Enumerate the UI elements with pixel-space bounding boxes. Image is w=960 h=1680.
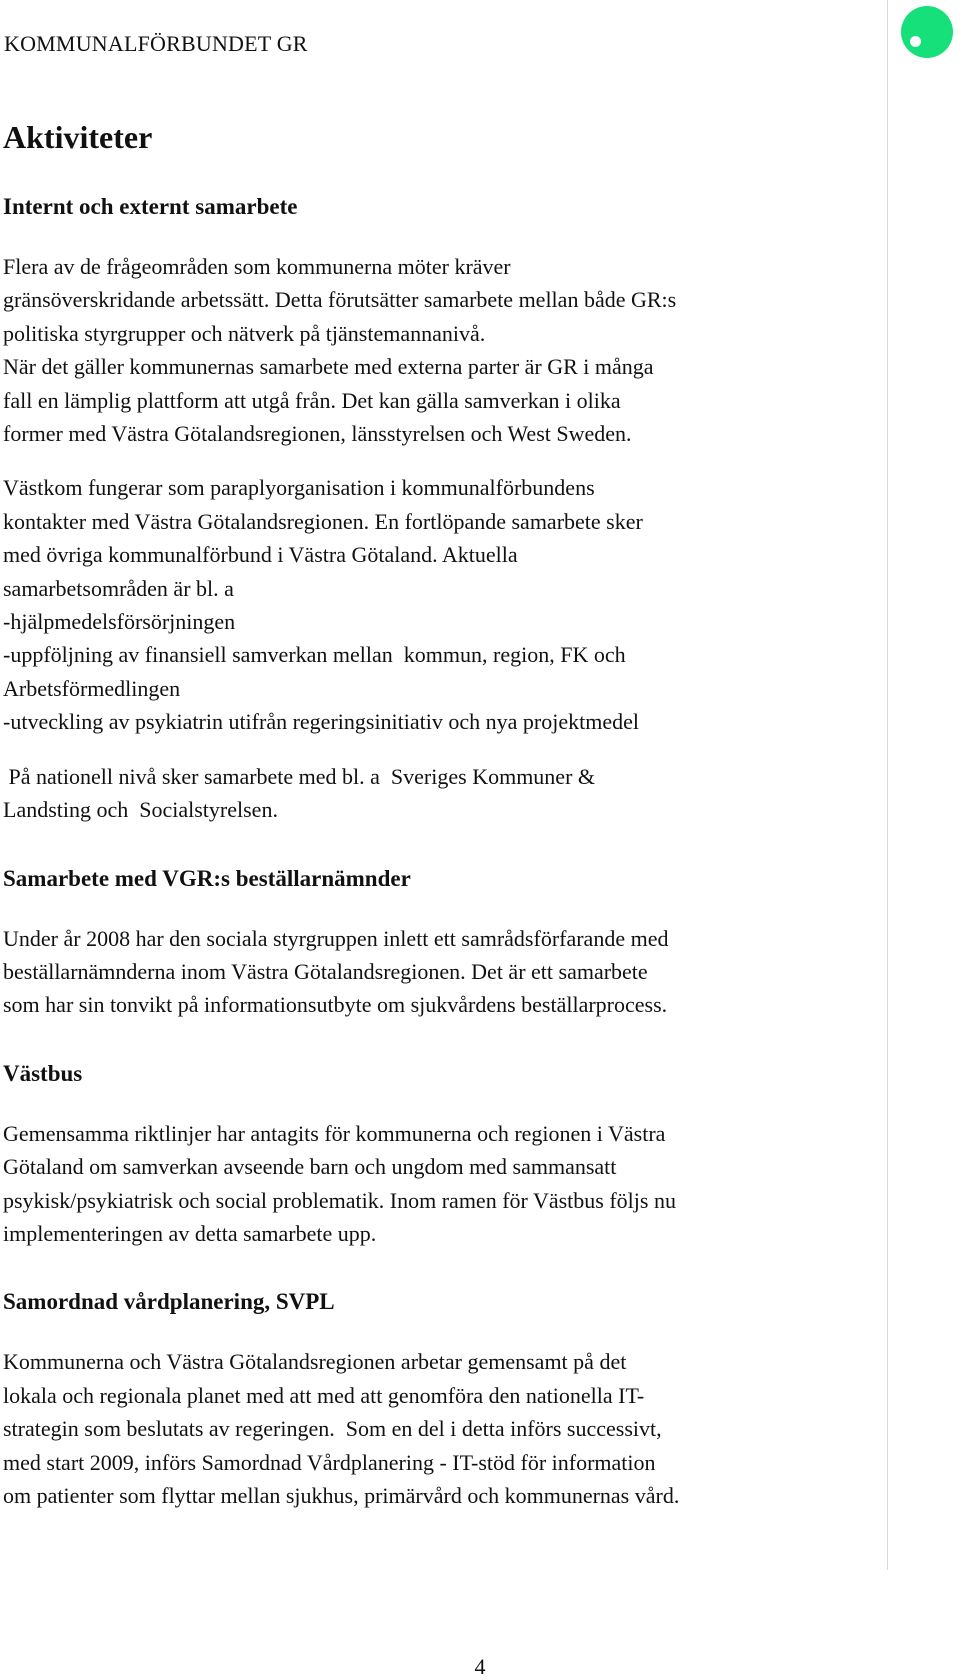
text-line: På nationell nivå sker samarbete med bl. a Sveriges Kommuner &: [3, 763, 596, 789]
text-line: med start 2009, införs Samordnad Vårdplanering - IT-stöd för information: [3, 1449, 656, 1475]
text-line: lokala och regionala planet med att med att genomföra den nationella IT-: [3, 1382, 645, 1408]
paragraph: [3, 1117, 873, 1251]
green-dot-logo-icon: [901, 6, 953, 58]
text-line: -utveckling av psykiatrin utifrån regeringsinitiativ och nya projektmedel: [3, 709, 639, 735]
section-heading: Samarbete med VGR:s beställarnämnder: [3, 865, 411, 891]
text-line: beställarnämnderna inom Västra Götalandsregionen. Det är ett samarbete: [3, 958, 648, 984]
text-line: strategin som beslutats av regeringen. Som en del i detta införs successivt,: [3, 1416, 662, 1442]
text-line: implementeringen av detta samarbete upp.: [3, 1220, 377, 1246]
text-line: psykisk/psykiatrisk och social problematik. Inom ramen för Västbus följs nu: [3, 1187, 676, 1213]
text-line: När det gäller kommunernas samarbete med externa parter är GR i många: [3, 354, 654, 380]
text-line: som har sin tonvikt på informationsutbyte om sjukvårdens beställarprocess.: [3, 992, 668, 1018]
text-line: samarbetsområden är bl. a: [3, 575, 234, 601]
text-line: Gemensamma riktlinjer har antagits för kommunerna och regionen i Västra: [3, 1120, 666, 1146]
text-line: Under år 2008 har den sociala styrgruppen inlett ett samrådsförfarande med: [3, 925, 669, 951]
text-line: Götaland om samverkan avseende barn och ungdom med sammansatt: [3, 1154, 617, 1180]
text-line: gränsöverskridande arbetssätt. Detta förutsätter samarbete mellan både GR:s: [3, 287, 677, 313]
section-heading: Västbus: [3, 1060, 83, 1086]
text-line: kontakter med Västra Götalandsregionen. En fortlöpande samarbete sker: [3, 508, 643, 534]
sections-container: [3, 193, 873, 1512]
page-number: 4: [474, 1654, 486, 1679]
paragraph: [3, 471, 873, 738]
logo-dot-hole: [910, 36, 921, 47]
text-line: Kommunerna och Västra Götalandsregionen arbetar gemensamt på det: [3, 1349, 627, 1375]
text-line: -hjälpmedelsförsörjningen: [3, 609, 236, 635]
document-header: KOMMUNALFÖRBUNDET GR: [4, 31, 308, 56]
text-line: -uppföljning av finansiell samverkan mellan kommun, region, FK och: [3, 642, 626, 668]
text-line: med övriga kommunalförbund i Västra Götaland. Aktuella: [3, 542, 518, 568]
section-heading: Samordnad vårdplanering, SVPL: [3, 1289, 335, 1315]
text-line: Landsting och Socialstyrelsen.: [3, 797, 278, 823]
margin-rule: [887, 0, 888, 1570]
document-body: [3, 117, 873, 1533]
text-line: fall en lämplig plattform att utgå från. Det kan gälla samverkan i olika: [3, 387, 621, 413]
text-line: Flera av de frågeområden som kommunerna möter kräver: [3, 254, 511, 279]
text-line: om patienter som flyttar mellan sjukhus, primärvård och kommunernas vård.: [3, 1482, 680, 1508]
text-line: Arbetsförmedlingen: [3, 675, 181, 701]
paragraph: [3, 922, 873, 1022]
paragraph: [3, 250, 873, 450]
page-title: Aktiviteter: [3, 119, 153, 155]
section-heading: Internt och externt samarbete: [3, 194, 298, 219]
text-line: former med Västra Götalandsregionen, länsstyrelsen och West Sweden.: [3, 421, 632, 447]
paragraph: [3, 760, 873, 827]
text-line: politiska styrgrupper och nätverk på tjänstemannanivå.: [3, 320, 486, 346]
text-line: Västkom fungerar som paraplyorganisation i kommunalförbundens: [3, 475, 595, 501]
paragraph: [3, 1345, 873, 1512]
